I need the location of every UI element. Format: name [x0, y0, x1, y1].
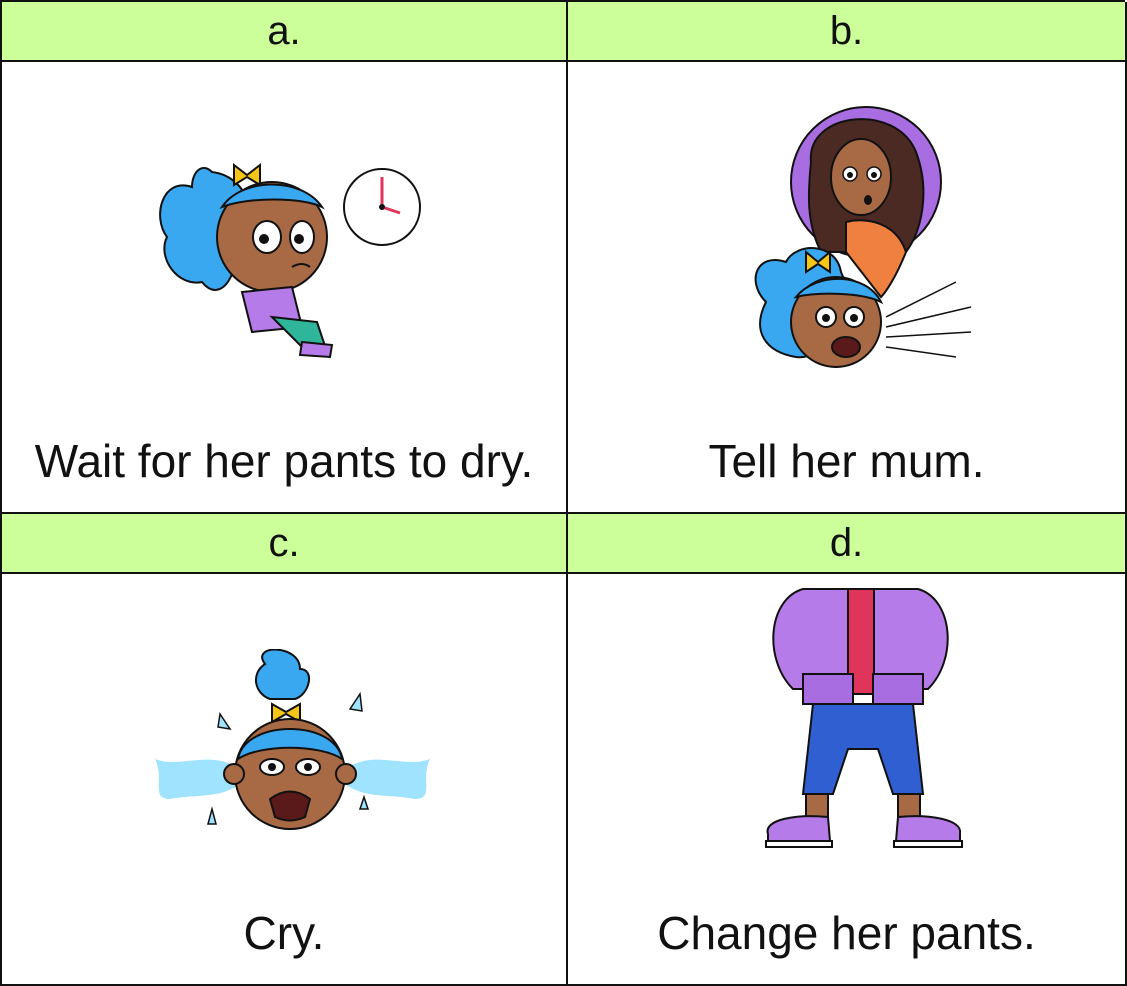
- girl-crying-icon: [150, 649, 435, 839]
- option-d-caption: Change her pants.: [657, 907, 1036, 959]
- option-d-letter: d.: [568, 514, 1125, 574]
- option-c-card[interactable]: [2, 514, 568, 986]
- option-b-card[interactable]: [568, 2, 1127, 514]
- option-a-caption: Wait for her pants to dry.: [34, 435, 534, 487]
- option-a-letter: a.: [2, 2, 566, 62]
- girl-legs-pants-icon: [748, 579, 978, 854]
- option-c-caption: Cry.: [243, 907, 325, 959]
- option-d-card[interactable]: [568, 514, 1127, 986]
- option-b-letter: b.: [568, 2, 1125, 62]
- option-a-card[interactable]: [2, 2, 568, 514]
- option-c-letter: c.: [2, 514, 566, 574]
- girl-calling-mum-icon: [746, 102, 976, 382]
- girl-waiting-clock-icon: [152, 147, 422, 362]
- option-b-caption: Tell her mum.: [708, 435, 985, 487]
